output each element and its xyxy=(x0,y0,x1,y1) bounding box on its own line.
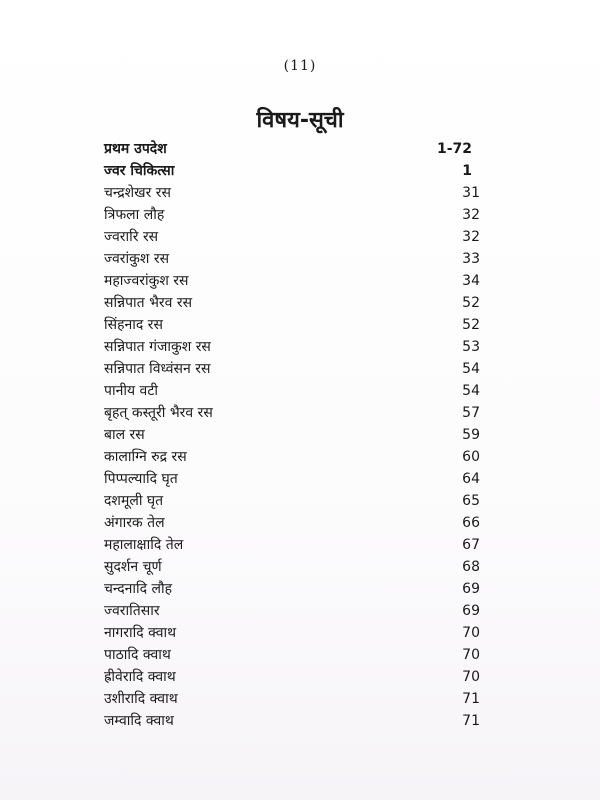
toc-entry-label: जम्वादि क्वाथ xyxy=(104,713,174,729)
toc-entry-label: ज्वर चिकित्सा xyxy=(104,163,175,179)
toc-entry-page: 34 xyxy=(462,273,480,289)
page-number: (11) xyxy=(283,58,317,74)
toc-entry xyxy=(104,314,480,336)
toc-entry xyxy=(104,380,480,402)
toc-entry-page: 70 xyxy=(462,669,480,685)
toc-entry-page: 32 xyxy=(462,207,480,223)
toc-entry-page: 64 xyxy=(462,471,480,487)
toc-entry-page: 1-72 xyxy=(436,141,472,157)
toc-title: विषय-सूची xyxy=(256,108,344,133)
toc-entry xyxy=(104,666,480,688)
toc-entry-label: पाठादि क्वाथ xyxy=(104,647,171,663)
toc-entry-page: 69 xyxy=(462,603,480,619)
toc-entry xyxy=(104,644,480,666)
toc-entry-page: 54 xyxy=(462,383,480,399)
toc-entry-label: त्रिफला लौह xyxy=(104,207,165,223)
toc-entry-label: सन्निपात भैरव रस xyxy=(104,295,193,311)
toc-entry-page: 32 xyxy=(462,229,480,245)
toc-entry xyxy=(104,270,480,292)
toc-entry-page: 60 xyxy=(462,449,480,465)
toc-entry xyxy=(104,160,480,182)
toc-entry xyxy=(104,578,480,600)
toc-entry-page: 54 xyxy=(462,361,480,377)
toc-entry xyxy=(104,402,480,424)
toc-entry-label: ज्वरारि रस xyxy=(104,229,159,245)
toc-entry-label: बाल रस xyxy=(104,427,145,443)
toc-entry xyxy=(104,512,480,534)
toc-entry xyxy=(104,336,480,358)
toc-entry-page: 69 xyxy=(462,581,480,597)
toc-entry xyxy=(104,248,480,270)
toc-entry xyxy=(104,622,480,644)
toc-entry-page: 52 xyxy=(462,295,480,311)
toc-entry-label: सन्निपात गंजाकुश रस xyxy=(104,339,211,355)
toc-entry-page: 31 xyxy=(462,185,480,201)
toc-entry xyxy=(104,534,480,556)
toc-entry-label: पानीय वटी xyxy=(104,383,159,399)
toc-entry-label: चन्द्रशेखर रस xyxy=(104,185,171,201)
toc-entry-page: 68 xyxy=(462,559,480,575)
toc-entry-label: पिप्पल्यादि घृत xyxy=(104,471,178,487)
toc-entry xyxy=(104,424,480,446)
toc-entry-label: नागरादि क्वाथ xyxy=(104,625,177,641)
toc-entry-label: सुदर्शन चूर्ण xyxy=(104,559,162,575)
toc-entry xyxy=(104,556,480,578)
toc-entry-label: कालाग्नि रुद्र रस xyxy=(104,449,187,465)
toc-entry xyxy=(104,446,480,468)
toc-entry-page: 67 xyxy=(462,537,480,553)
toc-entry xyxy=(104,292,480,314)
toc-entry xyxy=(104,490,480,512)
toc-entry-page: 53 xyxy=(462,339,480,355)
toc-entry-label: अंगारक तेल xyxy=(104,515,165,531)
toc-entry-label: उशीरादि क्वाथ xyxy=(104,691,178,707)
toc-entry-page: 33 xyxy=(462,251,480,267)
toc-entry xyxy=(104,468,480,490)
toc-entry xyxy=(104,204,480,226)
toc-entry-label: प्रथम उपदेश xyxy=(104,141,167,157)
toc-entry-page: 71 xyxy=(462,691,480,707)
toc-entry-label: महालाक्षादि तेल xyxy=(104,537,184,553)
toc-entry-label: बृहत् कस्तूरी भैरव रस xyxy=(104,405,213,421)
toc-entry-page: 66 xyxy=(462,515,480,531)
toc-entry xyxy=(104,182,480,204)
toc-entry-page: 52 xyxy=(462,317,480,333)
toc-entry-label: ज्वरातिसार xyxy=(104,603,160,619)
toc-entry-label: सन्निपात विध्वंसन रस xyxy=(104,361,211,377)
toc-entry-page: 59 xyxy=(462,427,480,443)
toc-list xyxy=(104,138,480,732)
toc-entry-page: 57 xyxy=(462,405,480,421)
toc-entry-page: 70 xyxy=(462,647,480,663)
toc-entry-label: सिंहनाद रस xyxy=(104,317,163,333)
toc-entry-label: ह्रीवेरादि क्वाथ xyxy=(104,669,176,685)
toc-entry-label: ज्वरांकुश रस xyxy=(104,251,170,267)
toc-entry-page: 71 xyxy=(462,713,480,729)
toc-entry-label: महाज्वरांकुश रस xyxy=(104,273,189,289)
toc-entry-label: दशमूली घृत xyxy=(104,493,164,509)
toc-entry xyxy=(104,688,480,710)
toc-entry-page: 65 xyxy=(462,493,480,509)
toc-entry xyxy=(104,226,480,248)
toc-entry-page: 70 xyxy=(462,625,480,641)
toc-entry xyxy=(104,358,480,380)
toc-entry xyxy=(104,600,480,622)
toc-entry-label: चन्दनादि लौह xyxy=(104,581,173,597)
toc-entry xyxy=(104,138,480,160)
toc-entry-page: 1 xyxy=(462,163,472,179)
toc-entry xyxy=(104,710,480,732)
